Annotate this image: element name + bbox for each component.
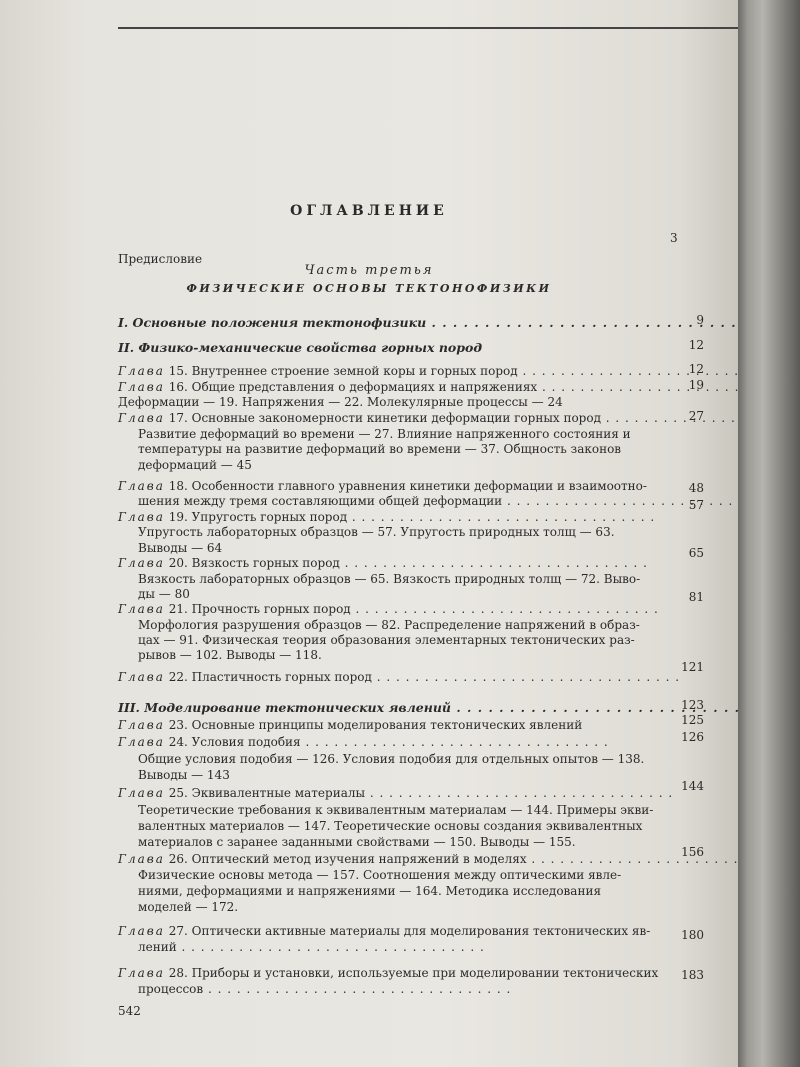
toc-section-3: III. Моделирование тектонических явлений . . . [118,700,794,715]
toc-page: 180 [681,928,704,942]
toc-detail: лений . . . [138,940,485,955]
toc-page: 65 [688,546,704,560]
page-folio: 542 [118,1004,141,1018]
toc-detail: ды — 80 [138,587,190,601]
chapter-word: Глава [118,966,165,980]
toc-detail: рывов — 102. Выводы — 118. [138,648,322,662]
chapter-word: Глава [118,786,165,800]
chapter-text: 25. Эквивалентные материалы [168,786,366,800]
chapter-word: Глава [118,556,165,570]
preface-page-number: 3 [670,231,678,245]
toc-detail: температуры на развитие деформаций во времени — 37. Общность законов [138,442,622,456]
toc-page: 9 [696,313,704,327]
toc-section-2: II. Физико-механические свойства горных пород [118,340,483,355]
toc-chapter-22 [118,670,680,685]
toc-chapter-24 [118,735,609,750]
chapter-text: 22. Пластичность горных пород [168,670,372,684]
chapter-text: 20. Вязкость горных пород [168,556,340,570]
toc-detail: Выводы — 143 [138,768,230,782]
part-subtitle: ФИЗИЧЕСКИЕ ОСНОВЫ ТЕКТОНОФИЗИКИ [186,282,552,295]
toc-page: 12 [688,362,704,376]
toc-chapter-18 [118,479,647,494]
toc-detail: материалов с заранее заданными свойствами — 150. Выводы — 155. [138,835,576,849]
chapter-word: Глава [118,602,165,616]
toc-page: 27 [688,409,704,423]
chapter-text: 17. Основные закономерности кинетики деформации горных пород [168,411,601,425]
chapter-text: 15. Внутреннее строение земной коры и горных пород [168,364,518,378]
toc-page: 123 [681,698,704,712]
toc-detail: Деформации — 19. Напряжения — 22. Молекулярные процессы — 24 [118,395,563,409]
toc-detail: Упругость лабораторных образцов — 57. Упругость природных толщ — 63. [138,525,615,539]
toc-detail: Выводы — 64 [138,541,223,555]
toc-detail: Морфология разрушения образцов — 82. Распределение напряжений в образ- [138,618,640,632]
chapter-text: 21. Прочность горных пород [168,602,351,616]
chapter-text: 24. Условия подобия [168,735,301,749]
chapter-text: 27. Оптически активные материалы для моделирования тектонических яв- [168,924,651,938]
toc-chapter-23 [118,718,582,733]
chapter-word: Глава [118,924,165,938]
toc-detail: цах — 91. Физическая теория образования элементарных тектонических раз- [138,633,635,647]
chapter-text: 16. Общие представления о деформациях и напряжениях [168,380,538,394]
chapter-word: Глава [118,479,165,493]
toc-page: 19 [688,378,704,392]
chapter-word: Глава [118,670,165,684]
toc-section-1: I. Основные положения тектонофизики . . . [118,315,769,330]
chapter-word: Глава [118,510,165,524]
chapter-word: Глава [118,411,165,425]
page-title: ОГЛАВЛЕНИЕ [290,203,448,219]
toc-page: 48 [688,481,704,495]
part-title: Часть третья [304,263,434,278]
toc-page: 156 [681,845,704,859]
toc-detail: Физические основы метода — 157. Соотношения между оптическими явле- [138,868,622,882]
toc-page: 121 [681,660,704,674]
toc-page: 125 [681,713,704,727]
toc-page: 12 [688,338,704,352]
toc-chapter-21 [118,602,659,617]
chapter-text: 18. Особенности главного уравнения кинетики деформации и взаимоотно- [168,479,647,493]
toc-page: 144 [681,779,704,793]
toc-detail: процессов . . . [138,982,511,997]
chapter-word: Глава [118,852,165,866]
toc-page: 81 [688,590,704,604]
toc-page: 57 [688,498,704,512]
toc-chapter-27 [118,924,650,939]
preface-entry: Предисловие [118,252,203,266]
chapter-word: Глава [118,735,165,749]
chapter-word: Глава [118,718,165,732]
toc-detail: деформаций — 45 [138,458,252,472]
chapter-word: Глава [118,364,165,378]
toc-page: 126 [681,730,704,744]
toc-detail: Развитие деформаций во времени — 27. Влияние напряженного состояния и [138,427,631,441]
toc-detail: Теоретические требования к эквивалентным материалам — 144. Примеры экви- [138,803,654,817]
toc-detail: моделей — 172. [138,900,239,914]
toc-chapter-25 [118,786,673,801]
toc-page: 183 [681,968,704,982]
top-rule [118,27,738,29]
chapter-text: 26. Оптический метод изучения напряжений в моделях [168,852,527,866]
toc-chapter-20 [118,556,648,571]
chapter-text: 19. Упругость горных пород [168,510,348,524]
book-edge [738,0,800,1067]
toc-detail: шения между тремя составляющими общей деформации . . . [138,494,800,509]
toc-chapter-28 [118,966,658,981]
chapter-text: 23. Основные принципы моделирования тектонических явлений [168,718,583,732]
chapter-text: 28. Приборы и установки, используемые при моделировании тектонических [168,966,659,980]
chapter-word: Глава [118,380,165,394]
toc-detail: Вязкость лабораторных образцов — 65. Вязкость природных толщ — 72. Выво- [138,572,641,586]
toc-detail: ниями, деформациями и напряжениями — 164. Методика исследования [138,884,602,898]
toc-chapter-19 [118,510,655,525]
toc-detail: валентных материалов — 147. Теоретические основы создания эквивалентных [138,819,643,833]
toc-detail: Общие условия подобия — 126. Условия подобия для отдельных опытов — 138. [138,752,645,766]
